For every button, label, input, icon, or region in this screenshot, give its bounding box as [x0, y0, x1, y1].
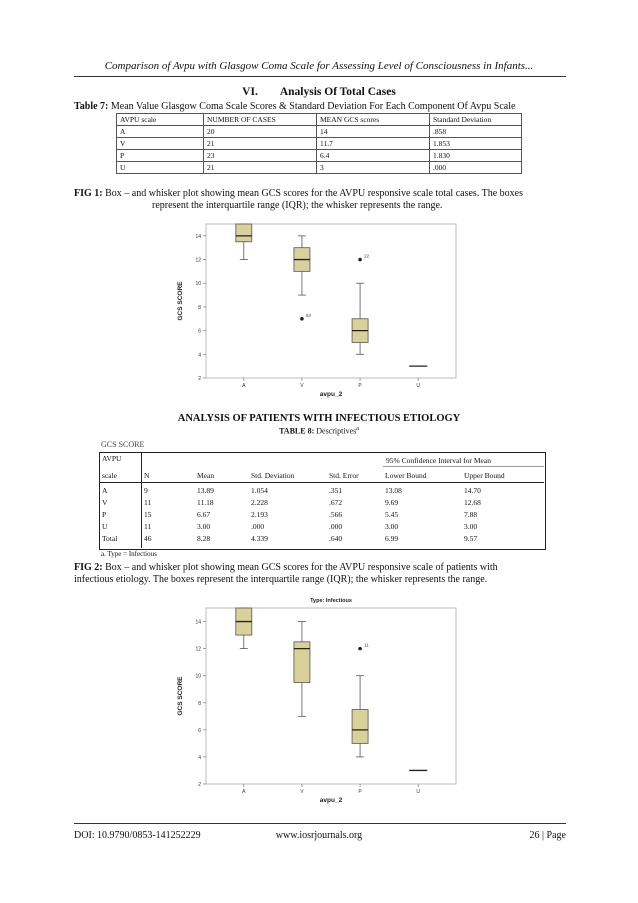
table8-title-text: Descriptives	[316, 426, 357, 436]
outlier-point	[358, 647, 362, 651]
table-row	[117, 126, 522, 138]
x-tick-label: V	[300, 789, 304, 795]
box	[236, 224, 252, 242]
table8-cell: 12.68	[464, 498, 481, 507]
table8-cell: 15	[144, 510, 152, 519]
table-cell: 1.830	[430, 150, 522, 162]
analysis-heading: ANALYSIS OF PATIENTS WITH INFECTIOUS ETIOLOGY	[177, 413, 461, 424]
table8-cell: 3.00	[385, 522, 399, 531]
y-tick-label: 6	[198, 727, 201, 734]
y-axis-title: GCS SCORE	[177, 281, 184, 321]
table8-cell: 14.70	[464, 486, 481, 495]
x-tick-label: U	[416, 383, 421, 389]
table-cell: 6.4	[317, 150, 430, 162]
footer-site: www.iosrjournals.org	[275, 830, 363, 841]
table7	[116, 113, 522, 174]
table-cell: P	[117, 150, 204, 162]
table8-cell: 6.67	[197, 510, 211, 519]
x-tick-label: A	[242, 383, 246, 389]
x-tick-label: V	[300, 383, 304, 389]
footer-rule	[74, 823, 566, 824]
outlier-label: 63	[305, 312, 311, 318]
table8-cell: .566	[329, 510, 343, 519]
x-tick-label: P	[358, 789, 362, 795]
table8-cell: .672	[329, 498, 343, 507]
table-cell: U	[117, 162, 204, 174]
outlier-label: 11	[364, 642, 369, 648]
outlier-point	[358, 258, 362, 262]
footer-page: 26 | Page	[529, 830, 566, 841]
x-axis-title: avpu_2	[319, 797, 343, 804]
box	[352, 710, 368, 744]
table-cell: 3	[317, 162, 430, 174]
table8-header-cell: N	[144, 471, 150, 480]
table8-cell: Total	[102, 534, 118, 543]
x-axis-title: avpu_2	[319, 391, 343, 398]
y-tick-label: 4	[198, 352, 201, 359]
box	[294, 642, 310, 683]
fig2-caption-line2: infectious etiology. The boxes represent the interquartile range (IQR); the whisker represents the range.	[74, 574, 488, 585]
fig1-boxplot	[170, 218, 466, 400]
table-row	[117, 150, 522, 162]
table7-header-cell: Standard Deviation	[430, 114, 522, 126]
table8-cell: 2.193	[251, 510, 268, 519]
table8-ci-header: 95% Confidence Interval for Mean	[386, 456, 491, 465]
table-cell: .000	[430, 162, 522, 174]
y-tick-label: 2	[198, 376, 201, 382]
table-cell: 21	[204, 138, 317, 150]
x-tick-label: P	[358, 383, 362, 389]
table7-header-row	[117, 114, 522, 126]
table8-header-cell: Lower Bound	[385, 471, 427, 480]
table-cell: 1.853	[430, 138, 522, 150]
table8-cell: 4.339	[251, 534, 268, 543]
table8-cell: 2.228	[251, 498, 268, 507]
section-title-text: Analysis Of Total Cases	[279, 86, 396, 98]
table7-header-cell: MEAN GCS scores	[317, 114, 430, 126]
y-axis-title: GCS SCORE	[177, 676, 184, 716]
table8-cell: .000	[329, 522, 343, 531]
table7-header-cell: NUMBER OF CASES	[204, 114, 317, 126]
table8-cell: .000	[251, 522, 265, 531]
y-tick-label: 10	[195, 673, 201, 680]
table-cell: A	[117, 126, 204, 138]
table8-cell: 8.28	[197, 534, 211, 543]
x-tick-label: U	[416, 789, 421, 795]
table8-cell: U	[102, 522, 108, 531]
table-row	[117, 162, 522, 174]
table8-cell: 13.08	[385, 486, 402, 495]
x-tick-label: A	[242, 789, 246, 795]
table8-ci-rule	[383, 466, 544, 467]
table8-footnote: a. Type = Infectious	[101, 550, 157, 558]
table-cell: 23	[204, 150, 317, 162]
outlier-label: 22	[364, 253, 370, 259]
table8-cell: 1.054	[251, 486, 268, 495]
section-number: VI.	[242, 86, 258, 98]
y-tick-label: 4	[198, 754, 201, 761]
table-cell: 20	[204, 126, 317, 138]
header-rule	[74, 76, 566, 77]
table8-cell: 11	[144, 522, 152, 531]
y-tick-label: 8	[198, 304, 201, 311]
fig2-caption	[74, 562, 574, 586]
table-cell: 21	[204, 162, 317, 174]
fig2-boxplot	[170, 594, 466, 806]
chart-title: Type: Infectious	[310, 598, 352, 604]
y-tick-label: 2	[198, 782, 201, 788]
table8-cell: 6.99	[385, 534, 399, 543]
running-header: Comparison of Avpu with Glasgow Coma Scale for Assessing Level of Consciousness in Infants...	[104, 60, 534, 72]
table8-header-cell: scale	[102, 471, 117, 480]
y-tick-label: 10	[195, 281, 201, 288]
table8-title	[0, 426, 638, 436]
table8-cell: 11.18	[197, 498, 214, 507]
table8-header-cell: Mean	[197, 471, 215, 480]
fig2-label: FIG 2:	[74, 562, 103, 573]
table8-divider	[141, 452, 142, 548]
table8-cell: 11	[144, 498, 152, 507]
fig1-caption-line1: Box – and whisker plot showing mean GCS scores for the AVPU responsive scale total cases. The boxes	[105, 188, 524, 199]
table8-cell: 9	[144, 486, 148, 495]
table7-caption	[74, 101, 574, 113]
table8-cell: 9.57	[464, 534, 478, 543]
table8-variable: GCS SCORE	[101, 440, 145, 449]
table8-cell: 5.45	[385, 510, 399, 519]
fig1-caption	[74, 188, 574, 212]
table8-title-sup: a	[356, 426, 359, 432]
table8-top-left: AVPU	[102, 454, 122, 463]
table8-label: TABLE 8:	[279, 426, 315, 436]
fig1-label: FIG 1:	[74, 188, 103, 199]
table8-cell: .351	[329, 486, 343, 495]
table7-header-cell: AVPU scale	[117, 114, 204, 126]
y-tick-label: 8	[198, 700, 201, 707]
y-tick-label: 12	[195, 646, 201, 653]
table7-label: Table 7:	[74, 101, 109, 112]
outlier-point	[300, 317, 304, 321]
table8-cell: 3.00	[197, 522, 211, 531]
y-tick-label: 14	[195, 233, 201, 240]
y-tick-label: 12	[195, 257, 201, 264]
table8-header-cell: Std. Error	[329, 471, 359, 480]
table8-cell: 13.89	[197, 486, 214, 495]
table-cell: .858	[430, 126, 522, 138]
table8-header-cell: Std. Deviation	[251, 471, 295, 480]
table8-cell: 46	[144, 534, 152, 543]
table8-header-cell: Upper Bound	[464, 471, 505, 480]
table-cell: V	[117, 138, 204, 150]
table-cell: 14	[317, 126, 430, 138]
table8-cell: V	[102, 498, 108, 507]
table8-cell: 7.88	[464, 510, 478, 519]
table8-cell: A	[102, 486, 108, 495]
table8-cell: P	[102, 510, 107, 519]
table7-title: Mean Value Glasgow Coma Scale Scores & Standard Deviation For Each Component Of Avpu Scale	[110, 101, 516, 112]
section-title	[0, 86, 638, 98]
fig1-caption-line2: represent the interquartile range (IQR); the whisker represents the range.	[152, 200, 443, 211]
table-row	[117, 138, 522, 150]
table8-cell: 9.69	[385, 498, 399, 507]
table8-rule	[99, 482, 544, 483]
table-cell: 11.7	[317, 138, 430, 150]
y-tick-label: 6	[198, 328, 201, 335]
footer-doi: DOI: 10.9790/0853-141252229	[74, 830, 201, 841]
table8-cell: .640	[329, 534, 343, 543]
y-tick-label: 14	[195, 619, 201, 626]
table8-cell: 3.00	[464, 522, 478, 531]
fig2-caption-line1: Box – and whisker plot showing mean GCS scores for the AVPU responsive scale of patients with	[105, 562, 498, 573]
